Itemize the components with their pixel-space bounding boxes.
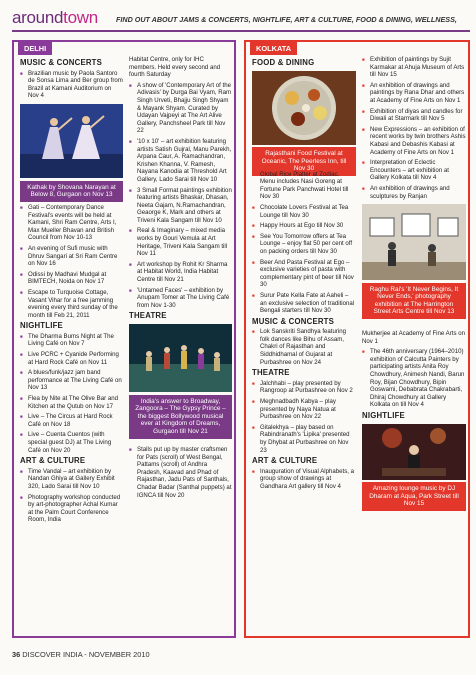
list-item: ■ The 46th anniversary (1964–2010) exhibition of Calcutta Painters by participating artists Anita Roy Chowdhury, Animesh Nandi, Barun Roy, Bijan Chowdhury, Bipin Goswami, Debabrata Chakrabarti, Dhiraj Chowdhury at Gallery Kolkata on till Nov 4 <box>362 348 466 409</box>
dj-lounge-image <box>362 424 466 480</box>
page-number: 36 <box>12 650 21 659</box>
list-item: ■ 'Untamed Faces' – exhibition by Anupam Tomer at The Living Café from Nov 1-30 <box>129 287 232 310</box>
list-item: ■ Escape to Turquoise Cottage, Vasant Vihar for a free jamming evening every third sunday of the month till Feb 21, 2011 <box>20 289 123 319</box>
list-item: ■ Photography workshop conducted by art-photographer Achal Kumar at the Palm Court Conference Room, India <box>20 494 123 524</box>
delhi-nightlife-heading: NIGHTLIFE <box>20 321 63 331</box>
brand-around: around <box>12 8 64 27</box>
delhi-label: DELHI <box>18 42 52 55</box>
list-item: ■ Art workshop by Rohit Kr Sharma at Habitat World, India Habitat Centre till Nov 21 <box>129 261 232 284</box>
kolkata-column-1 <box>252 56 356 494</box>
kolkata-art-heading: ART & CULTURE <box>252 456 318 466</box>
list-item: ■ A show of 'Contemporary Art of the Adivasis' by Durga Bai Vyam, Ram Singh Urveti, Bhajju Singh Shyam & Mayank Shyam. Curated by Udayan Vajpeyi at The Art Alive Gallery, Panchsheel Park till Nov 22 <box>129 82 232 135</box>
list-item: ■ Happy Hours at Ego till Nov 30 <box>252 222 356 230</box>
delhi-art-heading: ART & CULTURE <box>20 456 86 466</box>
list-item: ■ Jalchhabi – play presented by Rangroop at Purbashree on Nov 2 <box>252 380 356 395</box>
raghu-rai-caption: Raghu Rai's 'It Never Begins, It Never Ends,' photography exhibition at The Harrington Street Arts Centre till Nov 13 <box>362 283 466 319</box>
kathak-photo <box>20 104 123 200</box>
list-item: ■ Live – Cuenta Cuentos (with special guest DJ) at The Living Café on Nov 20 <box>20 431 123 454</box>
list-item: ■ Gitalekhya – play based on Rabindranath's 'Lipika' presented by Dhybat at Purbashree on Nov 23 <box>252 424 356 454</box>
list-item: ■ Exhibition of diyas and candles for Diwali at Starmark till Nov 5 <box>362 108 466 123</box>
kolkata-nightlife-heading: NIGHTLIFE <box>362 411 405 421</box>
kathak-caption: Kathak by Shovana Narayan at Below 8, Gurgaon on Nov 13 <box>20 181 123 202</box>
list-item: ■ A blues/funk/jazz jam band performance at The Living Café on Nov 13 <box>20 369 123 392</box>
continued-text: Mukherjee at Academy of Fine Arts on Nov 1 <box>362 330 465 345</box>
list-item: ■ Live – The Circus at Hard Rock Café on Nov 18 <box>20 413 123 428</box>
header-tagline: FIND OUT ABOUT JAMS & CONCERTS, NIGHTLIFE, ART & CULTURE, FOOD & DINING, WELLNESS, <box>116 15 457 24</box>
delhi-music-heading: MUSIC & CONCERTS <box>20 58 103 67</box>
list-item: ■ 3 Small Format paintings exhibition featuring artists Bhaskar, Dhasan, Neeta Gajam, N.Ramachandran, Geaorge K, Mark and others at Triveni Kala Sangam till Nov 10 <box>129 187 232 225</box>
dj-photo <box>362 424 466 508</box>
list-item: ■ Inauguration of Visual Alphabets, a group show of drawings at Gandhara Art gallery till Nov 4 <box>252 468 356 491</box>
list-item: ■ The Dharma Bums Night at The Living Café on Nov 7 <box>20 333 123 348</box>
kolkata-panel <box>244 40 470 638</box>
list-item: ■ Exhibition of paintings by Sujit Karmakar at Ahuja Museum of Arts till Nov 15 <box>362 56 466 79</box>
list-item: ■ Lok Sanskriti Sandhya featuring folk dances like Bihu of Assam, Chakri of Rajasthan and Siddhidhamal of Gujarat at Purbashree on Nov 24 <box>252 328 356 366</box>
zangoora-caption: India's answer to Broadway, Zangoora – The Gypsy Prince – the biggest Bollywood musical ever at Kingdom of Dreams, Gurgaon till Nov 21 <box>129 395 232 439</box>
kolkata-food-heading: FOOD & DINING <box>252 58 315 67</box>
list-item: ■ Meghnadbadh Kabya – play presented by Naya Natua at Purbashree on Nov 22 <box>252 398 356 421</box>
gallery-exhibition-image <box>362 204 466 280</box>
delhi-theatre-heading: THEATRE <box>129 311 167 321</box>
zangoora-stage-image <box>129 324 232 392</box>
page-header <box>12 10 470 32</box>
list-item: ■ An exhibition of drawings and sculptures by Ranjan <box>362 185 466 200</box>
kolkata-music-heading: MUSIC & CONCERTS <box>252 316 335 326</box>
delhi-panel <box>12 40 236 638</box>
delhi-column-1 <box>20 56 123 527</box>
kolkata-theatre-heading: THEATRE <box>252 368 290 378</box>
list-item: ■ Live PCRC + Cyanide Performing at Hard Rock Café on Nov 11 <box>20 351 123 366</box>
raghu-rai-photo <box>362 204 466 326</box>
list-item: ■ Flea by Nite at The Olive Bar and Kitchen at the Qutub on Nov 17 <box>20 395 123 410</box>
list-item: ■ Interpretation of Eclectic Encounters – art exhibition at Gallery Kolkata till Nov 4 <box>362 159 466 182</box>
list-item: ■ An exhibition of drawings and paintings by Rana Dhar and others at Academy of Fine Arts on Nov 1 <box>362 82 466 105</box>
rajasthani-thali-image <box>252 71 356 145</box>
list-item: ■ Real & Imaginary – mixed media works by Gouri Vemula at Art Heritage, Triveni Kala Sangam till Nov 11 <box>129 227 232 257</box>
continued-text: Habitat Centre, only for IHC members. Held every second and fourth Saturday <box>129 56 221 79</box>
kathak-dancers-image <box>20 104 123 178</box>
list-item: ■ '10 x 10' – art exhibition featuring artists Satish Gujral, Manu Parekh, Arpana Caur, A. Ramachandran, Krishen Khanna, V. Ramesh, Nayana Kanodia at Threshold Art Gallery, Lado Sarai till Nov 10 <box>129 138 232 184</box>
list-item: ■ An evening of Sufi music with Dhruv Sangari at Sri Ram Centre on Nov 16 <box>20 245 123 268</box>
kolkata-label: KOLKATA <box>250 42 297 55</box>
delhi-column-2 <box>129 56 232 502</box>
list-item: ■ Gati – Contemporary Dance Festival's events will be held at Kamani, Shri Ram Centre, Arts I, Max Mueller Bhavan and British Council from Nov 10-13 <box>20 204 123 242</box>
publication-info: DISCOVER INDIA - NOVEMBER 2010 <box>22 650 150 659</box>
thali-caption: Rajasthani Food Festival at Oceanic, The Peerless Inn, till Nov 30 <box>252 147 356 176</box>
list-item: ■ Stalls put up by master craftsmen for Pats (scroll) of West Bengal, Pattams (scroll) of Andhra Pradesh, Kaavad and Phad of Rajasthan, Jadu Pats of Santhals, Chadar Badar (Santhal puppets) at IGNCA till Nov 20 <box>129 446 232 499</box>
list-item: ■ Odissi by Madhavi Mudgal at BIMTECH, Noida on Nov 17 <box>20 271 123 286</box>
brand-town: town <box>63 8 98 27</box>
list-item: ■ Beer And Pasta Festival at Ego – exclusive varieties of pasta with complementary pint of beer till Nov 30 <box>252 259 356 289</box>
list-item: ■ Global Rice Platter at Zodiac. Menu includes Nasi Goreng at Fortune Park Panchwati Hotel till Nov 30 <box>252 171 356 201</box>
kolkata-column-2 <box>362 56 466 508</box>
zangoora-photo <box>129 324 232 442</box>
list-item: ■ New Expressions – an exhibition of recent works by twin brothers Ashis Kabasi and Debashis Kabasi at Academy of Fine Arts on Nov 1 <box>362 126 466 156</box>
list-item: ■ Chocolate Lovers Festival at Tea Lounge till Nov 30 <box>252 204 356 219</box>
section-brand <box>12 8 98 28</box>
thali-photo <box>252 71 356 173</box>
list-item: ■ Brazilian music by Paola Santoro de Sonsa Lima and Ber group from Brazil at Kamani Auditorium on Nov 4 <box>20 70 123 100</box>
dj-caption: Amazing lounge music by DJ Dharam at Aqua, Park Street till Nov 15 <box>362 482 466 511</box>
list-item: ■ Time Vandal – art exhibition by Nandan Ghiya at Gallery Exhibit 320, Lado Sarai till Nov 10 <box>20 468 123 491</box>
list-item: ■ See You Tomorrow offers at Tea Lounge – enjoy flat 50 per cent off on packing orders till Nov 30 <box>252 233 356 256</box>
list-item: ■ Surur Pate Kella Fate at Aaheli – an exclusive selection of traditional Bengali starters till Nov 30 <box>252 292 356 315</box>
page-footer <box>12 650 150 659</box>
